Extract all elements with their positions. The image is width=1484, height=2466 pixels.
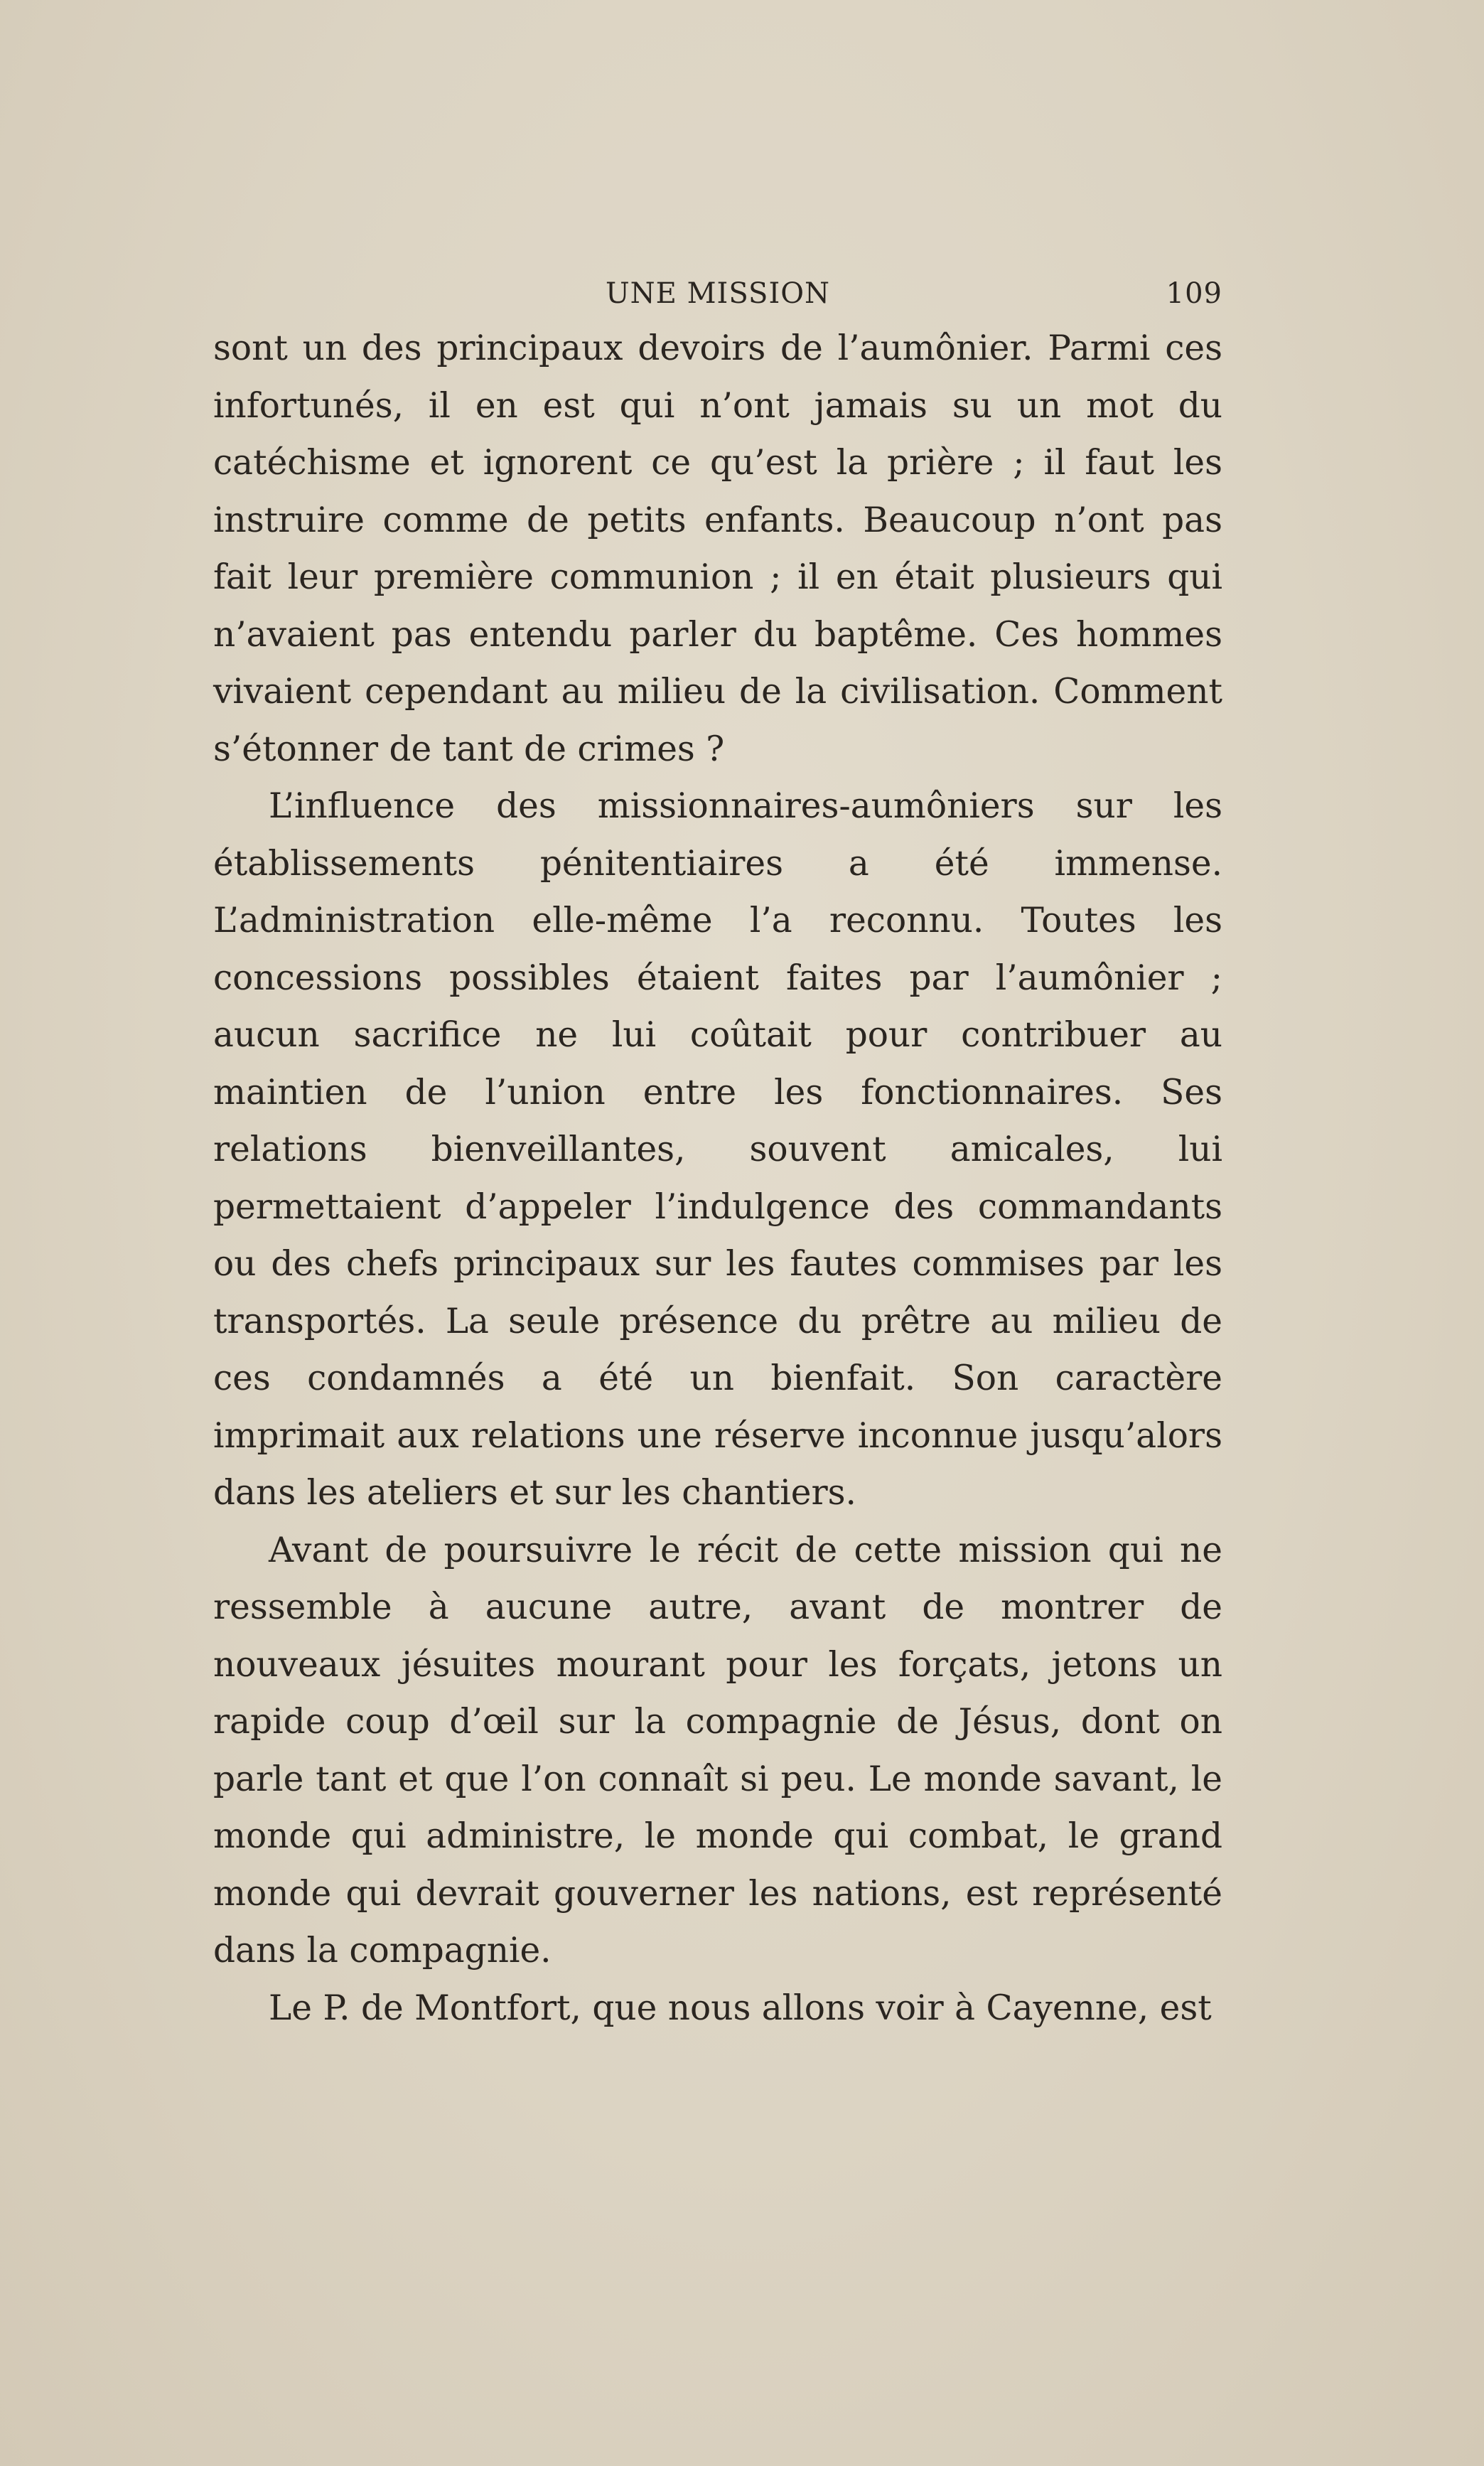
paragraph-continued: sont un des principaux devoirs de l’aumônier. Parmi ces infortunés, il en est qui n’ont jamais su un mot du catéchisme et ignorent ce qu’est la prière ; il faut les instruire comme de petits enfants. Beaucoup n’ont pas fait leur première communion ; il en était plusieurs qui n’avaient pas entendu parler du baptême. Ces hommes vivaient cependant au milieu de la civilisation. Comment s’étonner de tant de crimes ? [213,328,1222,769]
running-title: UNE MISSION [605,277,831,310]
running-head [213,270,1222,320]
paragraph: Avant de poursuivre le récit de cette mission qui ne ressemble à aucune autre, avant de montrer de nouveaux jésuites mourant pour les forçats, jetons un rapide coup d’œil sur la compagnie de Jésus, dont on parle tant et que l’on connaît si peu. Le monde savant, le monde qui administre, le monde qui combat, le grand monde qui devrait gouverner les nations, est représenté dans la compagnie. [213,1530,1222,1971]
paragraph-final-line: Le P. de Montfort, que nous allons voir à Cayenne, est [269,1988,1212,2028]
paragraph: L’influence des missionnaires-aumôniers sur les établissements pénitentiaires a été immense. L’administration elle-même l’a reconnu. Toutes les concessions possibles étaient faites par l’aumônier ; aucun sacrifice ne lui coûtait pour contribuer au maintien de l’union entre les fonctionnaires. Ses relations bienveillantes, souvent amicales, lui permettaient d’appeler l’indulgence des commandants ou des chefs principaux sur les fautes commises par les transportés. La seule présence du prêtre au milieu de ces condamnés a été un bienfait. Son caractère imprimait aux relations une réserve inconnue jusqu’alors dans les ateliers et sur les chantiers. [213,786,1222,1513]
body-text [213,320,1222,2037]
book-page [213,270,1222,2037]
page-number: 109 [1166,277,1222,310]
